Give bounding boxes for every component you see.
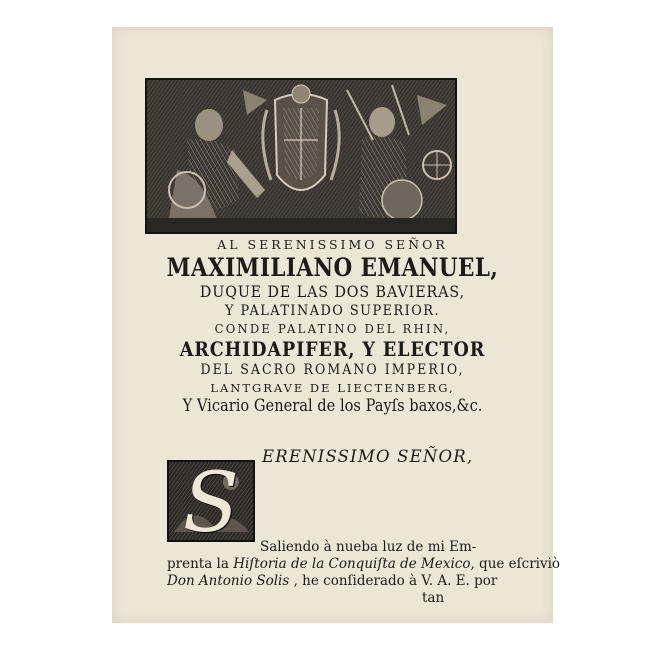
dedication-line-archdapifer: ARCHIDAPIFER, Y ELECTOR xyxy=(179,337,486,361)
dedication-line-palatinate: Y PALATINADO SUPERIOR. xyxy=(224,303,441,319)
catchword: tan xyxy=(422,590,445,606)
body-line-3 xyxy=(167,573,497,589)
decorated-initial xyxy=(167,460,255,542)
book-title: Hiſtoria de la Conquiſta de Mexico xyxy=(233,556,471,572)
body-line-3-b: , he conſiderado à V. A. E. por xyxy=(289,573,498,589)
book-page xyxy=(112,27,561,623)
body-line-2 xyxy=(167,556,560,572)
body-line-2-c: , que eſcriviò xyxy=(470,556,561,572)
dedication-line-name: MAXIMILIANO EMANUEL, xyxy=(166,253,499,282)
dedication-line-duke: DUQUE DE LAS DOS BAVIERAS, xyxy=(199,283,466,301)
salutation: ERENISSIMO SEÑOR, xyxy=(262,447,474,466)
engraving-illustration xyxy=(147,80,455,232)
dedication-line-vicar: Y Vicario General de los Payſs baxos,&c. xyxy=(182,396,483,416)
author-name: Don Antonio Solis xyxy=(167,573,290,589)
dedication-line-empire: DEL SACRO ROMANO IMPERIO, xyxy=(200,362,465,378)
dedication-line-addressee: AL SERENISSIMO SEÑOR xyxy=(217,237,448,252)
body-line-2-a: prenta la xyxy=(167,556,234,572)
body-line-1: Saliendo à nueba luz de mi Em- xyxy=(260,539,477,555)
initial-letter-s: S xyxy=(182,460,240,542)
dedication-line-count: CONDE PALATINO DEL RHIN, xyxy=(214,321,451,336)
dedication-line-landgrave: LANTGRAVE DE LIECTENBERG, xyxy=(210,381,455,395)
engraved-headpiece xyxy=(145,78,457,234)
